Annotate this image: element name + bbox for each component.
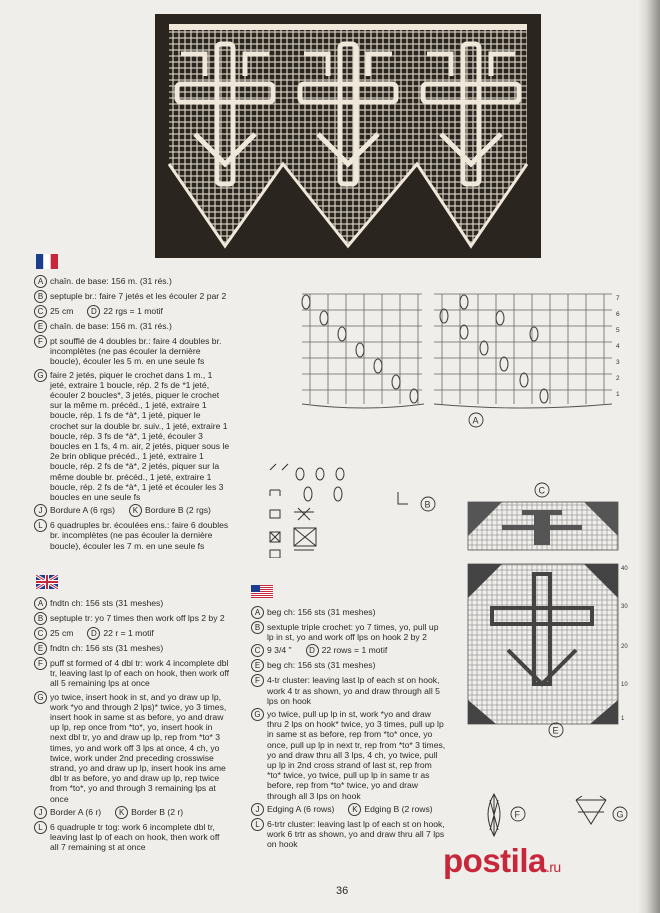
symbol-key — [268, 462, 442, 558]
us-item-l: 6-trtr cluster: leaving last lp of each st on hook, work 6 trtr as shown, yo and draw thru all 7 lps on hook — [267, 818, 445, 850]
us-item-j: Edging A (6 rows) — [267, 803, 335, 814]
legend-letter-j: J — [251, 803, 264, 816]
row-number: 7 — [616, 295, 620, 302]
watermark-word: postila — [443, 842, 546, 879]
legend-letter-b: B — [251, 621, 264, 634]
uk-item-j: Border A (6 r) — [50, 806, 102, 817]
uk-item-f: puff st formed of 4 dbl tr: work 4 incomplete dbl tr, leaving last lp of each on hook, then work off all 5 remaining lps at once — [50, 658, 229, 689]
legend-letter-l: L — [34, 821, 47, 834]
diagram-label-e: E — [552, 725, 559, 736]
legend-letter-a: A — [251, 606, 264, 619]
legend-letter-c: C — [34, 627, 47, 640]
diagram-label-f: F — [514, 809, 520, 820]
us-item-a: beg ch: 156 sts (31 meshes) — [267, 607, 376, 617]
axis-number: 40 — [621, 566, 628, 572]
us-item-f: 4-tr cluster: leaving last lp of each st on hook, work 4 tr as shown, yo and draw through all 5 lps on hook — [267, 675, 440, 706]
us-item-d: 22 rows = 1 motif — [321, 645, 388, 656]
us-item-c: 9 3/4 " — [267, 645, 292, 656]
legend-letter-g: G — [34, 369, 47, 382]
row-number: 3 — [616, 359, 620, 366]
legend-letter-l: L — [251, 818, 264, 831]
axis-number: 20 — [621, 644, 628, 650]
us-item-k: Edging B (2 rows) — [364, 803, 433, 814]
us-item-e: beg ch: 156 sts (31 meshes) — [267, 660, 376, 671]
legend-letter-d: D — [306, 644, 319, 657]
fr-item-g: faire 2 jetés, piquer le crochet dans 1 m., 1 jeté, extraire 1 boucle, rép. 2 fs de *1 jeté, écouler 2 boucles*, 3 jetés, piquer le crochet sur la même m. précéd., 1 jeté, extraire 1 boucle, rép. 1 fs de *à*, 1 jeté, piquer le crochet sur la double br. suiv., 1 jeté, extraire 1 boucle, rép. 3 fs de *à*, 1 jeté, écouler 3 boucles en 1 fs, 4 m. air, 2 jetés, piquer sous le 2e brin oblique précéd., 1 jeté, extraire 1 boucle, rép. 2 fs de *à*, 2 jetés, piquer sur la même double br. précéd., 1 jeté, extraire 1 boucle, rép. 2 fs de *à*, 1 jeté et écouler les 3 boucles en une seule fs — [50, 369, 230, 503]
legend-letter-e: E — [34, 642, 47, 655]
uk-item-e: fndtn ch: 156 sts (31 meshes) — [50, 643, 164, 653]
legend-letter-g: G — [34, 691, 47, 704]
legend-letter-b: B — [34, 612, 47, 625]
uk-item-c: 25 cm — [50, 628, 74, 638]
uk-item-k: Border B (2 r) — [131, 806, 184, 817]
french-instructions — [34, 276, 230, 554]
legend-letter-f: F — [251, 674, 264, 687]
legend-letter-k: K — [129, 504, 142, 517]
axis-number: 30 — [621, 604, 628, 610]
filet-chart — [462, 480, 634, 738]
uk-item-b: septuple tr: yo 7 times then work off lps 2 by 2 — [50, 613, 225, 623]
legend-letter-b: B — [34, 290, 47, 303]
uk-item-l: 6 quadruple tr tog: work 6 incomplete dbl tr, leaving last lp of each on hook, then work off all 7 remaining st at once — [50, 821, 220, 853]
watermark-suffix: .ru — [545, 859, 561, 875]
uk-item-a: fndtn ch: 156 sts (31 meshes) — [50, 598, 164, 608]
uk-item-g: yo twice, insert hook in st, and yo draw up lp, work *yo and through 2 lps)* twice, yo 3 times, insert hook in same st as before, yo and draw up lp, rep once from *to*, yo, insert hook in next dbl tr, yo and draw up lp, rep from *to* 3 times, yo and work off 3 lps at once, 4 ch, yo twice, work under 2nd preceding crosswise strand, yo and draw up lp, insert hook ins ame dbl tr as before, yo and draw up lp, rep twice from *to*, yo and through 3 remaining lps at once — [50, 691, 227, 804]
stitch-diagram-a — [294, 286, 636, 432]
row-number: 6 — [616, 311, 620, 318]
legend-letter-d: D — [87, 305, 100, 318]
lace-edging-photo — [155, 14, 541, 258]
legend-letter-j: J — [34, 806, 47, 819]
uk-instructions — [34, 598, 230, 855]
legend-letter-l: L — [34, 519, 47, 532]
diagram-label-b: B — [424, 499, 431, 510]
legend-letter-k: K — [115, 806, 128, 819]
legend-letter-f: F — [34, 335, 47, 348]
row-number: 5 — [616, 327, 620, 334]
french-flag-icon — [36, 254, 58, 269]
page-binding-edge — [638, 0, 660, 913]
row-number: 1 — [616, 391, 620, 398]
watermark — [443, 842, 561, 880]
legend-letter-a: A — [34, 275, 47, 288]
legend-letter-d: D — [87, 627, 100, 640]
fr-item-d: 22 rgs = 1 motif — [103, 306, 163, 316]
legend-letter-e: E — [34, 320, 47, 333]
fr-item-j: Bordure A (6 rgs) — [50, 505, 115, 516]
legend-letter-k: K — [348, 803, 361, 816]
us-item-b: sextuple triple crochet: yo 7 times, yo, pull up lp in st, yo and work off lps on hook 2 by 2 — [267, 622, 439, 643]
diagram-label-a: A — [472, 415, 479, 426]
legend-letter-f: F — [34, 657, 47, 670]
stitch-symbols-fg — [484, 790, 634, 842]
diagram-label-c: C — [538, 485, 545, 496]
diagram-label-g: G — [616, 809, 624, 820]
axis-number: 10 — [621, 682, 628, 688]
us-instructions — [251, 607, 447, 852]
fr-item-c: 25 cm — [50, 306, 74, 316]
uk-flag-icon — [36, 575, 58, 589]
legend-letter-c: C — [34, 305, 47, 318]
us-item-g: yo twice, pull up lp in st, work *yo and draw thru 2 lps on hook* twice, yo 3 times, pull up lp in same st as before, rep from *to* once, yo once, pull up lp in next tr, rep from *to* 3 times, yo and draw thru all 3 lps, 4 ch, yo twice, pull up lp in 2nd cross strand of last st, rep from *to* twice, yo twice, pull up lp in same tr as before, rep from *to* twice, yo and draw through all 3 lps on hook — [267, 709, 446, 801]
legend-letter-c: C — [251, 644, 264, 657]
axis-number: 1 — [621, 716, 625, 722]
fr-item-f: pt soufflé de 4 doubles br.: faire 4 doubles br. incomplètes (ne pas écouler la dernière boucle), écouler les 5 m. en une seule fs — [50, 336, 222, 367]
row-number: 2 — [616, 375, 620, 382]
legend-letter-a: A — [34, 597, 47, 610]
legend-letter-e: E — [251, 659, 264, 672]
fr-item-b: septuple br.: faire 7 jetés et les écouler 2 par 2 — [50, 291, 227, 301]
fr-item-l: 6 quadruples br. écoulées ens.: faire 6 doubles br. incomplètes (ne pas écouler la dernière boucle), écouler les 7 m. en une seule fs — [50, 520, 229, 551]
uk-item-d: 22 r = 1 motif — [103, 628, 154, 638]
us-flag-icon — [251, 585, 273, 598]
legend-letter-g: G — [251, 708, 264, 721]
legend-letter-j: J — [34, 504, 47, 517]
fr-item-e: chaîn. de base: 156 m. (31 rés.) — [50, 321, 172, 331]
fr-item-k: Bordure B (2 rgs) — [144, 505, 211, 516]
page-number: 36 — [336, 885, 349, 897]
fr-item-a: chaîn. de base: 156 m. (31 rés.) — [50, 276, 172, 286]
row-number: 4 — [616, 343, 620, 350]
